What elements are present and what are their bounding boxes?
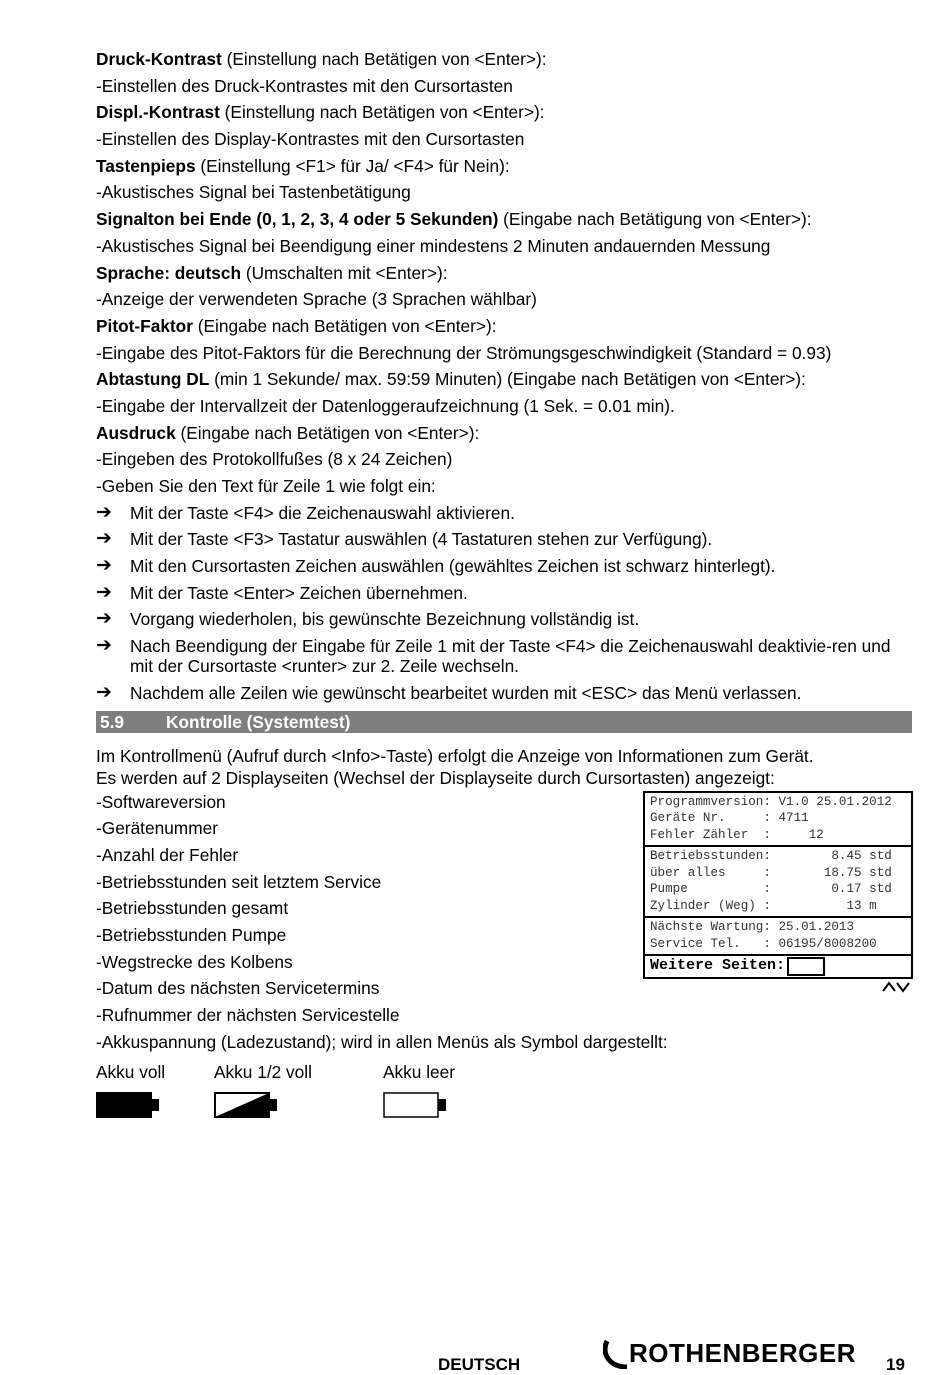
ausdruck-heading: Ausdruck (Eingabe nach Betätigen von <Enter>):	[96, 422, 480, 443]
section-heading	[96, 711, 912, 733]
display-footer-label: Weitere Seiten:	[650, 957, 786, 974]
setting-heading: Pitot-Faktor (Eingabe nach Betätigen von <Enter>):	[96, 315, 497, 336]
brand-name: ROTHENBERGER	[629, 1338, 857, 1368]
info-item: -Betriebsstunden Pumpe	[96, 924, 287, 945]
display-row: Geräte Nr. : 4711	[650, 811, 809, 825]
display-block-service	[645, 918, 911, 956]
display-row: Zylinder (Weg) : 13 m	[650, 898, 877, 913]
section-title: Kontrolle (Systemtest)	[166, 711, 351, 732]
step-item	[96, 500, 912, 527]
setting-description: -Eingabe des Pitot-Faktors für die Berechnung der Strömungsgeschwindigkeit (Standard = 0.93)	[96, 342, 832, 363]
display-row: Nächste Wartung: 25.01.2013	[650, 920, 855, 934]
arrow-right-icon: ➔	[96, 528, 112, 550]
info-item: -Akkuspannung (Ladezustand); wird in allen Menüs als Symbol dargestellt:	[96, 1031, 668, 1052]
info-item: -Gerätenummer	[96, 818, 218, 839]
settings-list	[96, 46, 912, 420]
display-row: über alles : 18.75 std	[650, 865, 892, 880]
battery-label-full: Akku voll	[96, 1062, 166, 1082]
display-row: Fehler Zähler : 12	[650, 827, 824, 842]
setting-description: -Einstellen des Display-Kontrastes mit den Cursortasten	[96, 129, 525, 150]
steps-list	[96, 500, 912, 707]
page-content	[96, 46, 912, 1055]
footer-language: DEUTSCH	[438, 1355, 521, 1374]
setting-heading: Signalton bei Ende (0, 1, 2, 3, 4 oder 5 Sekunden) (Eingabe nach Betätigung von <Enter>):	[96, 209, 812, 230]
setting-heading: Sprache: deutsch (Umschalten mit <Enter>):	[96, 262, 448, 283]
battery-full-icon	[96, 1092, 160, 1118]
display-row: Service Tel. : 06195/8008200	[650, 936, 877, 951]
display-row: Programmversion: V1.0 25.01.2012	[650, 794, 892, 809]
step-item	[96, 553, 912, 580]
page-number: 19	[886, 1355, 905, 1374]
info-item: -Datum des nächsten Servicetermins	[96, 978, 380, 999]
setting-heading: Abtastung DL (min 1 Sekunde/ max. 59:59 Minuten) (Eingabe nach Betätigen von <Enter>):	[96, 369, 806, 390]
display-screenshot	[643, 791, 913, 980]
setting-heading: Druck-Kontrast (Einstellung nach Betätigen von <Enter>):	[96, 49, 547, 69]
setting-description: -Eingabe der Intervallzeit der Datenloggeraufzeichnung (1 Sek. = 0.01 min).	[96, 395, 675, 416]
step-text: Mit der Taste <F4> die Zeichenauswahl aktivieren.	[130, 502, 515, 523]
control-info-section	[96, 789, 912, 1056]
section-number: 5.9	[100, 711, 125, 732]
ausdruck-desc-1: -Eingeben des Protokollfußes (8 x 24 Zeichen)	[96, 449, 453, 470]
intro-line-1: Im Kontrollmenü (Aufruf durch <Info>-Taste) erfolgt die Anzeige von Informationen zum Gerät.	[96, 745, 814, 766]
step-item	[96, 606, 912, 633]
step-item	[96, 680, 912, 707]
step-text: Vorgang wiederholen, bis gewünschte Bezeichnung vollständig ist.	[130, 609, 640, 630]
step-item	[96, 633, 912, 680]
display-row: Betriebsstunden: 8.45 std	[650, 849, 892, 863]
step-text: Mit den Cursortasten Zeichen auswählen (gewähltes Zeichen ist schwarz hinterlegt).	[130, 556, 776, 577]
info-item: -Betriebsstunden seit letztem Service	[96, 871, 382, 892]
setting-description: -Akustisches Signal bei Tastenbetätigung	[96, 182, 411, 203]
arrow-right-icon: ➔	[96, 608, 112, 630]
battery-half-icon	[214, 1092, 278, 1118]
intro-paragraph	[96, 745, 912, 789]
step-item	[96, 580, 912, 607]
display-block-hours	[645, 847, 911, 918]
info-item: -Betriebsstunden gesamt	[96, 898, 289, 919]
step-text: Mit der Taste <F3> Tastatur auswählen (4 Tastaturen stehen zur Verfügung).	[130, 529, 713, 550]
brand-logo	[603, 1338, 856, 1369]
info-item: -Softwareversion	[96, 791, 226, 812]
setting-description: -Einstellen des Druck-Kontrastes mit den Cursortasten	[96, 75, 513, 96]
battery-empty-icon	[383, 1092, 447, 1118]
arrow-right-icon: ➔	[96, 635, 112, 657]
info-item: -Wegstrecke des Kolbens	[96, 951, 293, 972]
step-text: Nachdem alle Zeilen wie gewünscht bearbeitet wurden mit <ESC> das Menü verlassen.	[130, 682, 802, 703]
info-item: -Rufnummer der nächsten Servicestelle	[96, 1005, 400, 1025]
setting-description: -Akustisches Signal bei Beendigung einer mindestens 2 Minuten andauernden Messung	[96, 235, 771, 256]
rothenberger-logo-icon	[603, 1339, 629, 1369]
step-text: Nach Beendigung der Eingabe für Zeile 1 mit der Taste <F4> die Zeichenauswahl deaktivie-ren und mit der Cursortaste <runter> zur 2. Zeile wechseln.	[130, 636, 891, 677]
setting-description: -Anzeige der verwendeten Sprache (3 Sprachen wählbar)	[96, 289, 537, 310]
setting-heading: Tastenpieps (Einstellung <F1> für Ja/ <F4> für Nein):	[96, 155, 510, 176]
step-text: Mit der Taste <Enter> Zeichen übernehmen.	[130, 582, 468, 603]
ausdruck-desc-2: -Geben Sie den Text für Zeile 1 wie folgt ein:	[96, 476, 436, 496]
arrow-right-icon: ➔	[96, 501, 112, 523]
intro-line-2: Es werden auf 2 Displayseiten (Wechsel der Displayseite durch Cursortasten) angezeigt:	[96, 767, 775, 788]
up-down-icon	[787, 957, 825, 976]
battery-label-half: Akku 1/2 voll	[214, 1062, 312, 1082]
arrow-right-icon: ➔	[96, 555, 112, 577]
step-item	[96, 526, 912, 553]
battery-label-empty: Akku leer	[383, 1062, 456, 1082]
setting-heading: Displ.-Kontrast (Einstellung nach Betätigen von <Enter>):	[96, 102, 545, 123]
info-item: -Anzahl der Fehler	[96, 844, 239, 865]
display-block-version	[645, 793, 911, 848]
display-row: Pumpe : 0.17 std	[650, 882, 892, 896]
arrow-right-icon: ➔	[96, 581, 112, 603]
arrow-right-icon: ➔	[96, 681, 112, 703]
display-footer	[645, 956, 911, 977]
